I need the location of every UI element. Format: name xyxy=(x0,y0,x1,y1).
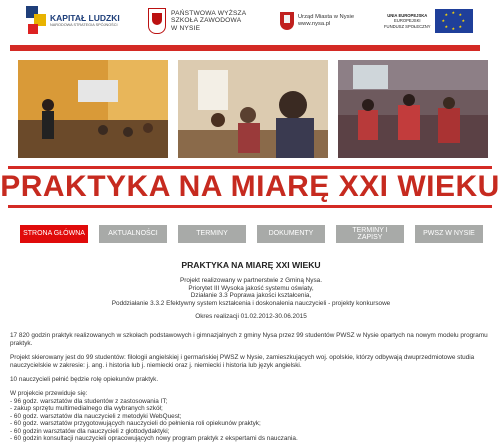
ue-line: FUNDUSZ SPOŁECZNY xyxy=(384,23,431,29)
list-item: - 60 godz. warsztatów przygotowujących nauczycieli do pełnienia roli opiekunów praktyk; xyxy=(10,420,261,428)
pwsz-line: W NYSIE xyxy=(171,24,201,32)
list-intro: W projekcie przewiduje się: xyxy=(10,390,88,398)
intro-line: Działanie 3.3 Poprawa jakości kształcenia, xyxy=(190,292,312,300)
lecture-photo xyxy=(338,60,488,158)
nav-item-aktualnosci[interactable]: AKTUALNOŚCI xyxy=(99,225,167,243)
pwsz-line: SZKOŁA ZAWODOWA xyxy=(171,17,242,25)
plan-list xyxy=(10,398,492,442)
paragraph-students: Projekt skierowany jest do 99 studentów: filologii angielskiej i germańskiej PWSZ w Nysie, zamieszkujących woj. opolskie, którzy odbywają dwuprzedmiotowe studia nauczycielskie w zakresie: j. ang. i historia lub j. niemiecki oraz j. niemiecki i historia lub język angielski. xyxy=(10,354,475,369)
kapital-ludzki-subtitle: NARODOWA STRATEGIA SPÓJNOŚCI xyxy=(50,23,118,27)
photo-strip xyxy=(18,60,490,158)
paragraph-teachers: 10 nauczycieli pełnić będzie rolę opiekunów praktyk. xyxy=(10,376,159,384)
project-period: Okres realizacji 01.02.2012-30.06.2015 xyxy=(195,313,307,321)
list-item: - 60 godz. warsztatów dla nauczycieli z metodyki WebQuest; xyxy=(10,412,182,420)
banner-title: PRAKTYKA NA MIARĘ XXI WIEKU xyxy=(0,170,500,203)
classroom-photo xyxy=(18,60,168,158)
paragraph-hours: 17 820 godzin praktyk realizowanych w szkołach podstawowych i gimnazjalnych z gminy Nysa przez 99 studentów PWSZ w Nysie opartych na nowym modelu programu praktyk. xyxy=(10,332,488,347)
content-title: PRAKTYKA NA MIARĘ XXI WIEKU xyxy=(181,260,321,270)
intro-line: Priorytet III Wysoka jakość systemu oświaty, xyxy=(188,284,314,292)
ue-logo xyxy=(384,3,473,39)
list-item: - 60 godzin konsultacji nauczycieli opracowujących nowy program praktyk z ekspertami ds nauczania. xyxy=(10,434,298,442)
logo-strip xyxy=(0,0,500,44)
ue-line: UNIA EUROPEJSKA xyxy=(387,13,428,19)
list-item: - zakup sprzętu multimedialnego dla wybranych szkół; xyxy=(10,405,163,413)
top-red-bar xyxy=(10,45,480,51)
eu-flag-icon: ★ ★ ★ ★ ★ ★ ★ ★ xyxy=(435,9,473,33)
main-content xyxy=(10,262,492,442)
pwsz-crest-icon xyxy=(148,8,166,34)
list-item: - 60 godzin warsztatów dla nauczycieli z glottodydaktyki; xyxy=(10,427,170,435)
nysa-line: www.nysa.pl xyxy=(298,21,331,27)
banner-bottom-line xyxy=(8,205,492,208)
banner-top-line xyxy=(8,166,492,169)
nysa-line: Urząd Miasta w Nysie xyxy=(298,14,355,20)
nav-item-pwsz-w-nysie[interactable]: PWSZ W NYSIE xyxy=(415,225,483,243)
intro-line: Projekt realizowany w partnerstwie z Gminą Nysa. xyxy=(179,277,323,285)
project-intro xyxy=(10,277,492,307)
main-nav xyxy=(20,225,482,243)
ue-line: EUROPEJSKI xyxy=(394,18,421,24)
intro-line: Poddziałanie 3.3.2 Efektywny system kształcenia i doskonalenia nauczycieli - projekty konkursowe xyxy=(111,299,391,307)
nav-item-terminy[interactable]: TERMINY xyxy=(178,225,246,243)
nav-item-dokumenty[interactable]: DOKUMENTY xyxy=(257,225,325,243)
nav-item-terminy-i-zapisy[interactable]: TERMINY I ZAPISY xyxy=(336,225,404,243)
kapital-ludzki-logo xyxy=(26,3,120,39)
nysa-logo[interactable] xyxy=(280,3,354,39)
nysa-crest-icon xyxy=(280,12,294,30)
students-photo xyxy=(178,60,328,158)
kapital-ludzki-emblem-icon xyxy=(26,6,46,36)
pwsz-logo[interactable] xyxy=(148,3,246,39)
pwsz-line: PAŃSTWOWA WYŻSZA xyxy=(171,10,247,18)
nav-item-strona-glowna[interactable]: STRONA GŁÓWNA xyxy=(20,225,88,243)
kapital-ludzki-title: KAPITAŁ LUDZKI xyxy=(50,13,120,23)
list-item: - 96 godz. warsztatów dla studentów z zastosowania IT; xyxy=(10,397,168,405)
